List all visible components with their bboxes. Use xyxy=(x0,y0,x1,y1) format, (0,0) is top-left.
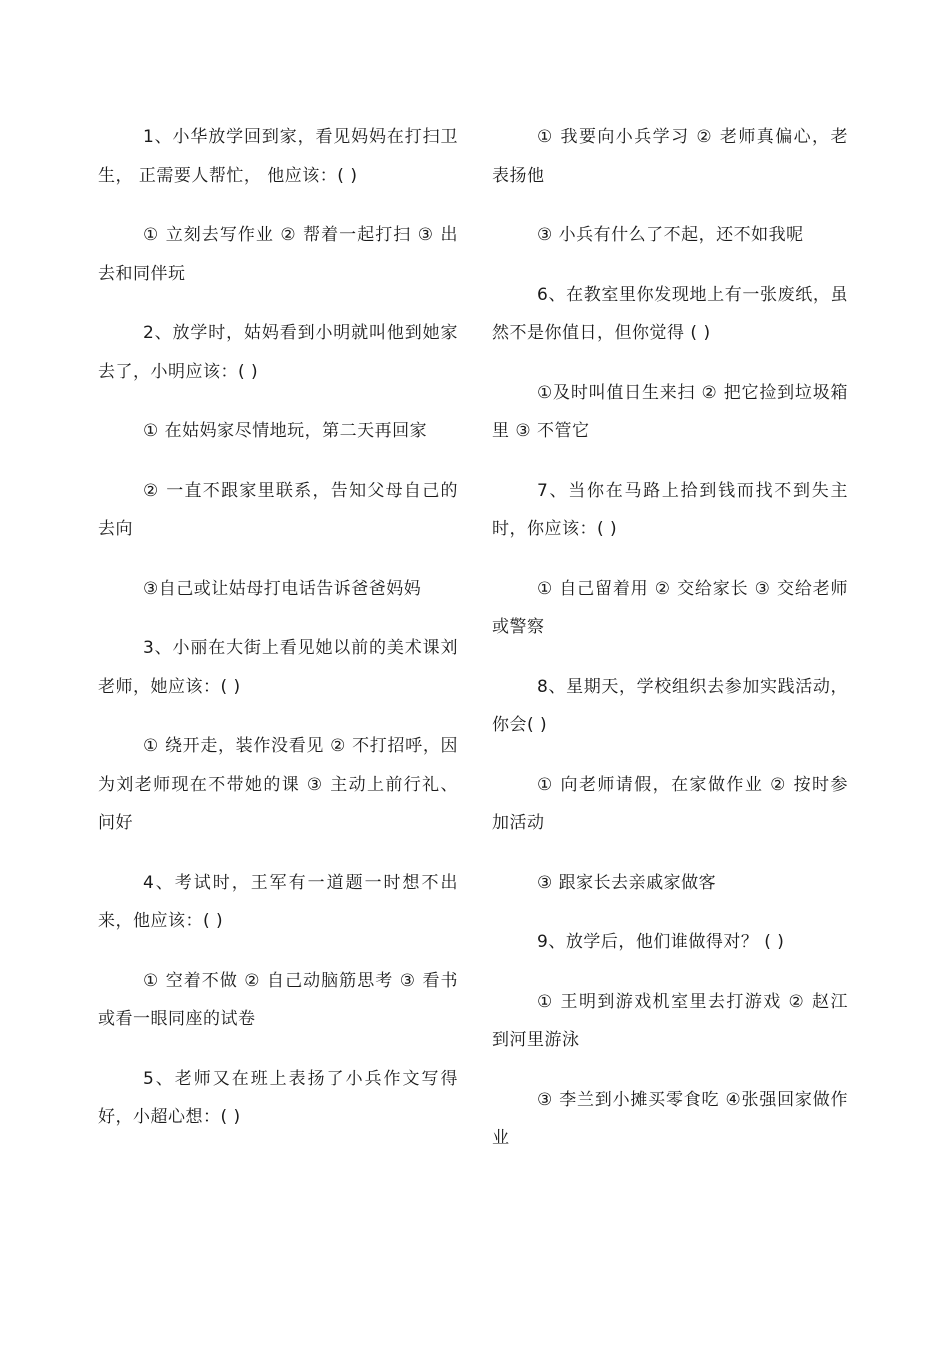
question-6: 6、在教室里你发现地上有一张废纸，虽然不是你值日，但你觉得 ( ) xyxy=(492,284,848,343)
right-column xyxy=(492,118,848,1179)
question-5-options-a: ① 我要向小兵学习 ② 老师真偏心，老表扬他 xyxy=(492,127,848,186)
question-9-options-a: ① 王明到游戏机室里去打游戏 ② 赵江到河里游泳 xyxy=(492,991,848,1050)
question-8-options-a: ① 向老师请假，在家做作业 ② 按时参加活动 xyxy=(492,774,848,833)
question-7: 7、当你在马路上拾到钱而找不到失主时，你应该：( ) xyxy=(492,480,848,539)
question-2-option-3: ③自己或让姑母打电话告诉爸爸妈妈 xyxy=(143,578,422,599)
question-5-options-b: ③ 小兵有什么了不起，还不如我呢 xyxy=(537,225,804,245)
question-4: 4、考试时，王军有一道题一时想不出来，他应该：( ) xyxy=(98,872,458,931)
question-9: 9、放学后，他们谁做得对？ ( ) xyxy=(537,932,785,952)
question-9-options-b: ③ 李兰到小摊买零食吃 ④张强回家做作业 xyxy=(492,1089,848,1148)
question-8: 8、星期天，学校组织去参加实践活动，你会( ) xyxy=(492,676,848,735)
question-5: 5、老师又在班上表扬了小兵作文写得好，小超心想：( ) xyxy=(98,1068,458,1127)
question-2-option-2: ② 一直不跟家里联系，告知父母自己的去向 xyxy=(98,480,458,539)
question-6-options: ①及时叫值日生来扫 ② 把它捡到垃圾箱里 ③ 不管它 xyxy=(492,382,848,441)
question-2-option-1: ① 在姑妈家尽情地玩，第二天再回家 xyxy=(143,421,428,441)
question-8-options-b: ③ 跟家长去亲戚家做客 xyxy=(537,872,717,893)
question-3: 3、小丽在大街上看见她以前的美术课刘老师，她应该：( ) xyxy=(98,638,458,697)
question-3-options: ① 绕开走，装作没看见 ② 不打招呼，因为刘老师现在不带她的课 ③ 主动上前行礼、问好 xyxy=(98,736,458,833)
question-1: 1、小华放学回到家，看见妈妈在打扫卫 生， 正需要人帮忙， 他应该：( ) xyxy=(98,127,458,186)
question-2: 2、放学时，姑妈看到小明就叫他到她家去了，小明应该：( ) xyxy=(98,323,458,382)
question-1-options: ① 立刻去写作业 ② 帮着一起打扫 ③ 出去和同伴玩 xyxy=(98,225,458,284)
question-7-options: ① 自己留着用 ② 交给家长 ③ 交给老师或警察 xyxy=(492,578,848,637)
question-4-options: ① 空着不做 ② 自己动脑筋思考 ③ 看书或看一眼同座的试卷 xyxy=(98,970,458,1029)
left-column xyxy=(98,118,458,1158)
